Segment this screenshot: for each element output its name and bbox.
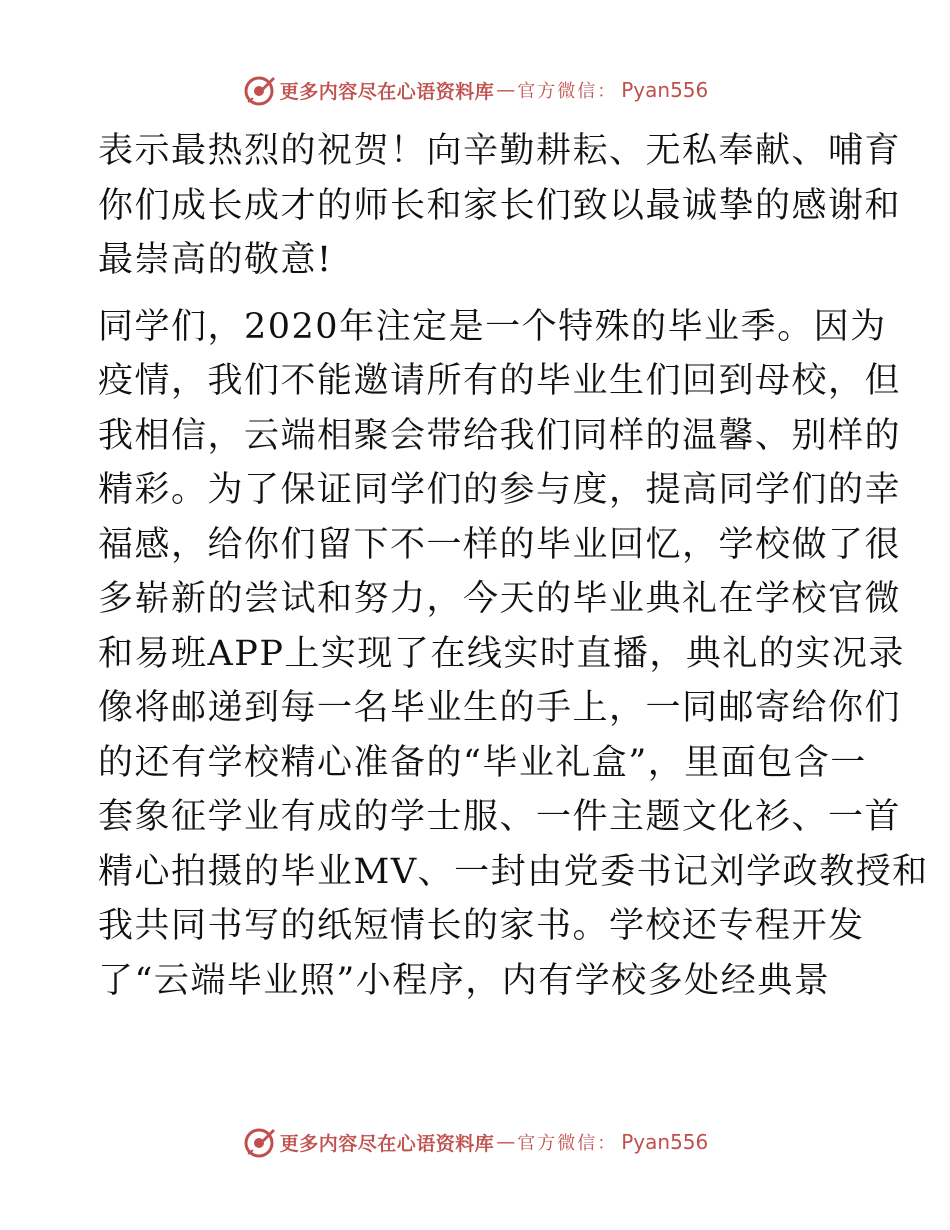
text-line: 疫情，我们不能邀请所有的毕业生们回到母校，但	[98, 361, 902, 401]
logo-icon	[242, 72, 278, 108]
watermark-wechat-id: Pyan556	[621, 78, 709, 102]
text-line: 最崇高的敬意!	[98, 240, 333, 280]
text-line: 精彩。为了保证同学们的参与度，提高同学们的幸	[98, 470, 902, 510]
watermark-dash: —	[496, 79, 516, 101]
footer-watermark	[0, 1122, 950, 1162]
text-line: 表示最热烈的祝贺！向辛勤耕耘、无私奉献、哺育	[98, 131, 902, 171]
header-watermark	[0, 70, 950, 110]
text-line: 的还有学校精心准备的“毕业礼盒”，里面包含一	[98, 742, 867, 783]
text-line: 像将邮递到每一名毕业生的手上，一同邮寄给你们	[98, 688, 902, 728]
text-line: 我相信，云端相聚会带给我们同样的温馨、别样的	[98, 415, 902, 456]
paragraph-1	[98, 124, 902, 288]
text-line: 同学们，2020年注定是一个特殊的毕业季。因为	[98, 306, 887, 347]
watermark-dash: —	[496, 1131, 516, 1153]
watermark-brand-text: 更多内容尽在心语资料库	[279, 80, 495, 103]
watermark-wechat-id: Pyan556	[621, 1130, 709, 1154]
text-line: 套象征学业有成的学士服、一件主题文化衫、一首	[98, 797, 902, 837]
watermark-wechat-label: 官方微信：	[517, 1133, 618, 1154]
text-line: 多崭新的尝试和努力，今天的毕业典礼在学校官微	[98, 579, 902, 619]
watermark-brand-text: 更多内容尽在心语资料库	[279, 1132, 495, 1155]
text-line: 了“云端毕业照”小程序，内有学校多处经典景	[98, 960, 831, 1001]
text-line: 我共同书写的纸短情长的家书。学校还专程开发	[98, 906, 865, 946]
document-body	[98, 124, 929, 1008]
text-line: 和易班APP上实现了在线实时直播，典礼的实况录	[98, 633, 905, 674]
text-line: 你们成长成才的师长和家长们致以最诚挚的感谢和	[98, 185, 902, 226]
paragraph-2	[98, 300, 929, 1009]
text-line: 精心拍摄的毕业MV、一封由党委书记刘学政教授和	[98, 851, 929, 892]
text-line: 福感，给你们留下不一样的毕业回忆，学校做了很	[98, 524, 902, 565]
watermark-wechat-label: 官方微信：	[517, 81, 618, 102]
logo-icon	[242, 1124, 278, 1160]
